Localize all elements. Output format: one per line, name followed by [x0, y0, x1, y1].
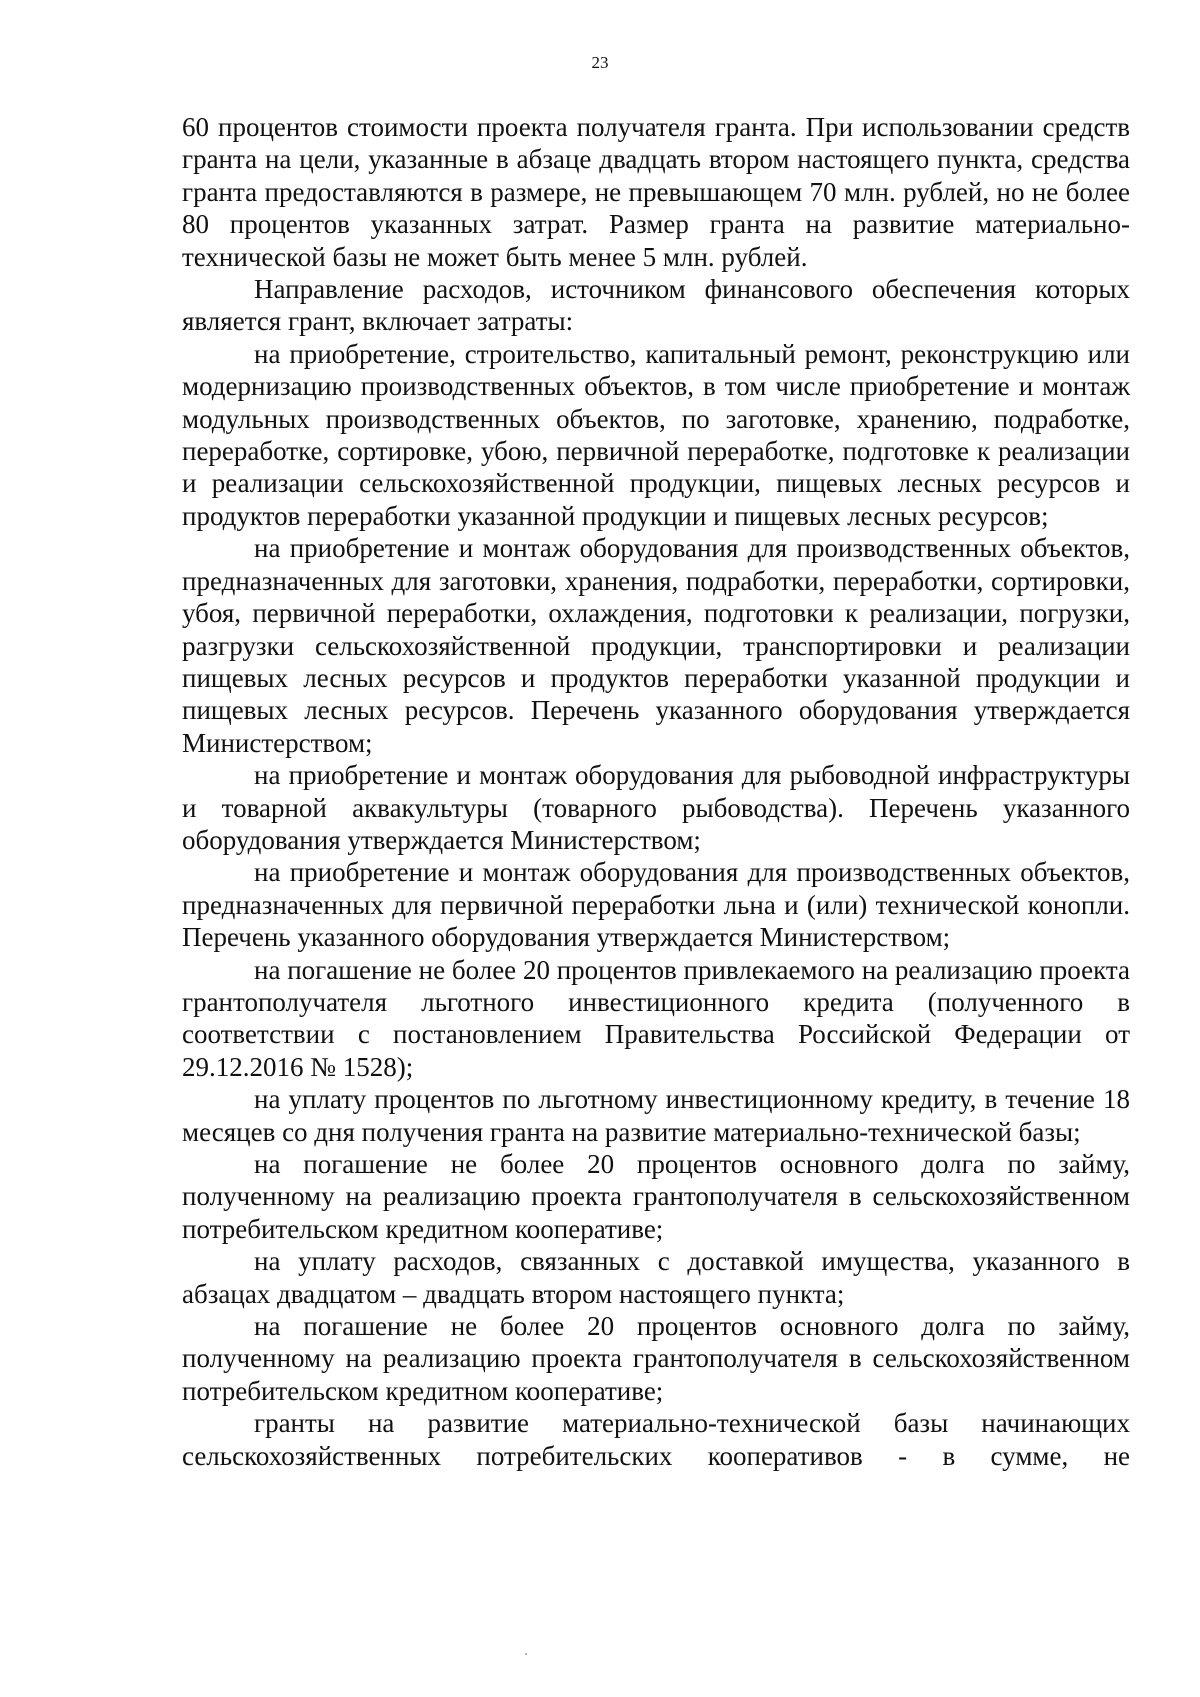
paragraph: на уплату процентов по льготному инвестиционному кредиту, в течение 18 месяцев со дня получения гранта на развитие материально-технической базы; — [182, 1084, 1130, 1147]
paragraph: на уплату расходов, связанных с доставкой имущества, указанного в абзацах двадцатом – двадцать втором настоящего пункта; — [182, 1246, 1130, 1309]
paragraph: 60 процентов стоимости проекта получателя гранта. При использовании средств гранта на цели, указанные в абзаце двадцать втором настоящего пункта, средства гранта предоставляются в размере, не превышающем 70 млн. рублей, но не более 80 процентов указанных затрат. Размер гранта на развитие материально-технической базы не может быть менее 5 млн. рублей. — [182, 112, 1130, 272]
paragraph: Направление расходов, источником финансового обеспечения которых является грант, включает затраты: — [182, 274, 1130, 337]
paragraph: на приобретение и монтаж оборудования для производственных объектов, предназначенных для заготовки, хранения, подработки, переработки, сортировки, убоя, первичной переработки, охлаждения, подготовки к реализации, погрузки, разгрузки сельскохозяйственной продукции, транспортировки и реализации пищевых лесных ресурсов и продуктов переработки указанной продукции и пищевых лесных ресурсов. Перечень указанного оборудования утверждается Министерством; — [182, 533, 1130, 758]
paragraph: на погашение не более 20 процентов основного долга по займу, полученному на реализацию проекта грантополучателя в сельскохозяйственном потребительском кредитном кооперативе; — [182, 1311, 1130, 1406]
paragraph: на приобретение, строительство, капитальный ремонт, реконструкцию или модернизацию производственных объектов, в том числе приобретение и монтаж модульных производственных объектов, по заготовке, хранению, подработке, переработке, сортировке, убою, первичной переработке, подготовке к реализации и реализации сельскохозяйственной продукции, пищевых лесных ресурсов и продуктов переработки указанной продукции и пищевых лесных ресурсов; — [182, 338, 1130, 531]
scan-artifact — [525, 1653, 527, 1655]
paragraph: на погашение не более 20 процентов основного долга по займу, полученному на реализацию проекта грантополучателя в сельскохозяйственном потребительском кредитном кооперативе; — [182, 1149, 1130, 1244]
paragraph: на приобретение и монтаж оборудования для рыбоводной инфраструктуры и товарной аквакультуры (товарного рыбоводства). Перечень указанного оборудования утверждается Министерством; — [182, 760, 1130, 855]
paragraph: на приобретение и монтаж оборудования для производственных объектов, предназначенных для первичной переработки льна и (или) технической конопли. Перечень указанного оборудования утверждается Министерством; — [182, 857, 1130, 953]
page-number: 23 — [591, 53, 609, 72]
paragraph: на погашение не более 20 процентов привлекаемого на реализацию проекта грантополучателя льготного инвестиционного кредита (полученного в соответствии с постановлением Правительства Российской Федерации от 29.12.2016 № 1528); — [182, 954, 1130, 1082]
paragraph: гранты на развитие материально-технической базы начинающих сельскохозяйственных потребительских кооперативов - в сумме, не — [182, 1408, 1130, 1471]
document-body — [182, 111, 1130, 1472]
